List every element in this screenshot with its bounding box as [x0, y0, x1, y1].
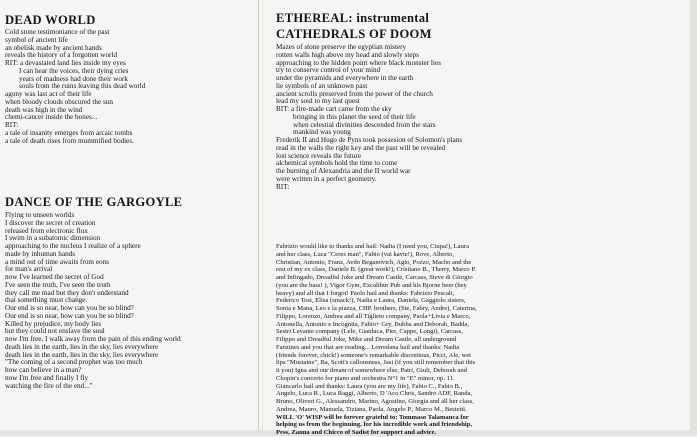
lyric-line: approaching to the hidden point where black monster lies: [276, 58, 441, 67]
thanks-line: lips "Mustaine", Ba, Scott's callousness, Jasi (if you still remember that this: [276, 359, 476, 367]
lyric-line: now I'm free and finally I fly: [5, 373, 89, 382]
scan-edge-right: [690, 0, 697, 436]
thanks-line: rest of my ex class, Daniele B. (great work!), Cristiano B., Therry, Marco P.: [276, 266, 476, 274]
lyric-line: years of madness had done their work: [19, 74, 128, 83]
lyric-line: when bloody clouds obscured the sun: [5, 97, 113, 106]
lyric-line: lie symbols of an unknown past: [276, 81, 368, 90]
lyric-line: that something must change.: [5, 296, 88, 305]
lyric-line: how can believe in a man?: [5, 366, 82, 374]
lyric-line: a tale of death rises from mummified bodies.: [5, 136, 134, 145]
lyric-line: watching the fire of the end...": [5, 381, 93, 390]
thanks-line: Sestri Levante company (Lele, Gianluca, Pier, Cappe, Longi), Carcass,: [276, 328, 463, 336]
page-fold-shadow: [262, 0, 263, 436]
lyric-line: under the pyramids and everywhere in the earth: [276, 74, 414, 82]
lyric-line: chemi-cancer inside the bones...: [5, 113, 98, 122]
thanks-line: Angelo, Luca R., Luca Raggi, Alberto, D 'Aco Chris, Sandro ADF, Randa,: [276, 390, 473, 398]
thanks-line: Federico Tosi, Elisa (smack!), Nadia e Laura, Daniela, Gaggiolo sisters,: [276, 297, 466, 305]
lyric-line: symbol of ancient life: [5, 35, 68, 44]
thanks-line: and her class, Luca "Ceres man", Fabio (vai kavie!), Rove, Alberto,: [276, 250, 455, 258]
thanks-section: [276, 243, 477, 437]
thanks-line: Christian, Antonio, Franz, Avdo Beganovich, Agio, Pozzo, Macho and the: [276, 258, 472, 266]
lyric-line: RIT: a fire-made cart came from the sky: [276, 105, 392, 113]
lyric-line: the burning of Alexandria and the II world war: [276, 167, 411, 175]
dead-world-section: [5, 14, 145, 145]
lyric-line: rotten walls high above my head and slowly steps: [276, 50, 419, 59]
lyric-line: an obelisk made by ancient hands: [5, 43, 102, 52]
lyric-line: now I'm free, I walk away from the pain of this ending world: [5, 335, 181, 343]
lyric-line: Flying to unseen worlds: [5, 211, 75, 219]
lyric-line: RIT: a devastated land lies inside my eyes: [5, 59, 126, 67]
thanks-line: Fabrizio would like to thanks and hail: Nadia (I need you, Ciupa!), Laura: [276, 243, 469, 250]
lyric-line: Mazes of stone preserve the egyptian mistery: [276, 43, 407, 51]
cathedrals-section: [276, 12, 462, 191]
dead-world-title: DEAD WORLD: [5, 13, 96, 27]
lyric-line: were written in a perfect geometry.: [276, 174, 377, 183]
lyric-line: death lies in the earth, lies in the sky, lies everywhere: [5, 342, 159, 351]
thanks-line: Giancarlo hail and thanks: Laura (you are my life), Fabio C., Fabio B.,: [276, 382, 463, 390]
lyric-line: death lies in the earth, lies in the sky, lies everywhere: [5, 350, 159, 359]
thanks-line: Antonella, Antonio e Incognita, Fabio+ Gry, Bubba and Deborah, Badda,: [276, 320, 470, 328]
lyric-line: released from electronic flux: [5, 226, 88, 235]
lyric-line: Frederik II and Hugo de Pyns took possesion of Solomon's plans: [276, 136, 463, 144]
thanks-line: (you are the bass! ), Vigor Gym, Excalibur Pub and his Bjorne beer (hey: [276, 281, 467, 289]
lyric-line: Our end is so near, how can you be so blind?: [5, 304, 134, 312]
lyric-line: agony was last act of their life: [5, 90, 92, 98]
thanks-line: WILL 'O' WISP will be forever grateful to: Tommaso Talamanca for: [276, 413, 469, 421]
lyric-line: mankind was young: [293, 128, 351, 137]
lyric-line: made by inhuman hands: [5, 249, 76, 258]
thanks-line: Bruno, Oliveri G., Alessandro, Marino, Agostino, Giorgia and all her class,: [276, 398, 474, 405]
lyric-line: try to conserve control of your mind: [276, 66, 381, 75]
thanks-list: [276, 243, 477, 437]
lyric-line: I swim in a subatomic dimension: [5, 234, 101, 243]
lyric-line: death was high in the wind: [5, 105, 83, 114]
lyric-line: Cold stone testimoniance of the past: [5, 28, 110, 36]
thanks-line: it you) Igna and our dream of somewhere else, Patri, Giuli, Deborah and: [276, 367, 467, 374]
thanks-line: helping us from the beginning, for his incredible work and friendship,: [276, 421, 473, 429]
gargoyle-lyrics: [5, 212, 182, 390]
thanks-line: Filippo and Dreadful Joke, Mike and Dream Castle, all underground: [276, 336, 457, 343]
lyric-line: souls from the ruins leaving this dead world: [19, 82, 146, 91]
lyric-line: lost science reveals the future: [276, 151, 362, 160]
lyric-line: reveals the history of a forgotten world: [5, 51, 118, 60]
dead-world-lyrics: [5, 29, 145, 145]
cathedrals-title: CATHEDRALS OF DOOM: [276, 27, 432, 41]
lyric-line: lead my soul to my last quest: [276, 97, 360, 106]
thanks-line: Sonia e Mana, Leo e la piazza, CHP. brothers, (Ste, Fabry, Andre), Caterina,: [276, 305, 477, 312]
lyric-line: I can hear the voices, their dying cries: [19, 66, 129, 75]
lyric-line: approaching to the nucleus I realize of a sphere: [5, 242, 141, 250]
lyric-line: I discover the secret of creation: [5, 218, 96, 227]
lyric-line: Killed by prejudice, my body lies: [5, 319, 102, 328]
lyric-line: "The coming of a second prophet was too much: [5, 358, 143, 367]
lyric-line: I've seen the truth, I've seen the truth: [5, 280, 111, 289]
thanks-line: Pess, Zanna and Chicco of Sadist for support and advice.: [276, 429, 437, 436]
lyric-line: they call me mad but they don't understand: [5, 288, 129, 297]
lyric-line: now I've learned the secret of God: [5, 273, 104, 281]
lyric-line: a tale of insanity emerges from arcaic tombs: [5, 128, 133, 137]
gargoyle-title: DANCE OF THE GARGOYLE: [5, 195, 183, 209]
lyric-line: but they could not enslave the soul: [5, 327, 105, 336]
lyric-line: ancient scrolls preserved from the power of the church: [276, 89, 433, 98]
lyric-line: bringing in this planet the seed of their life: [293, 112, 416, 121]
lyric-line: read in the walls the right key and the past will be revealed: [276, 143, 446, 152]
cathedrals-lyrics: [276, 44, 462, 191]
lyric-line: Our end is so near, how can you be so blind?: [5, 311, 134, 320]
thanks-line: and Infingado, Dreadful Joke and Dream Castle, Carcass, Steve di Giorgio: [276, 274, 473, 281]
lyric-line: RIT:: [5, 121, 19, 129]
lyric-line: for man's arrival: [5, 265, 53, 274]
thanks-line: Chopin's concerto for piano and orchestra N°1 in "E" minor, op. 11.: [276, 374, 455, 382]
ethereal-title: ETHEREAL: instrumental: [276, 11, 430, 25]
lyric-line: alchemical symbols hold the time to come: [276, 159, 398, 168]
thanks-line: Fanzines and you that are reading... Lorredana hail and thanks: Nadia: [276, 343, 460, 351]
gargoyle-section: [5, 196, 182, 390]
thanks-line: Filippo, Lorenzo, Andrea and all Tiglieto company, Paola+Livia e Marco,: [276, 312, 471, 320]
lyric-line: when celestial divinities descended from the stars: [293, 120, 436, 129]
thanks-line: (friends forever, chick!) someone's remarkable discretious, Picci, Ale, wet: [276, 351, 472, 359]
lyric-line: RIT:: [276, 182, 290, 191]
page-fold: [258, 0, 259, 436]
thanks-line: heavy) and all that I forgot! Paolo hail and thanks: Fabrizio Pescali,: [276, 289, 455, 297]
lyric-line: a mind out of time awaits from eons: [5, 257, 109, 266]
thanks-line: Andrea, Mauro, Manuela, Tiziana, Paola, Angelo P., Marco M., Bestetti.: [276, 405, 467, 413]
